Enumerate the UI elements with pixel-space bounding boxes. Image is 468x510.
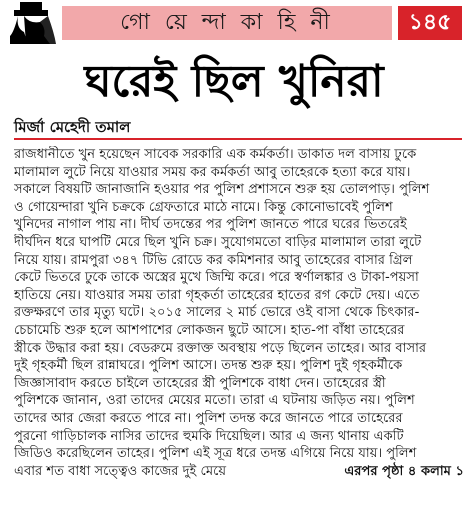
body-line: পুরনো গাড়িচালক নাসির তাদের হুমকি দিয়েছিল। আর এ জন্য থানায় একটি [14, 428, 404, 444]
byline-rule [14, 138, 462, 140]
body-line: দুই গৃহকর্মী ছিল রান্নাঘরে। পুলিশ আসে। তদন্ত শুরু হয়। পুলিশ দুই গৃহকর্মীকে [14, 358, 403, 374]
body-line: তাদের আর জেরা করতে পারে না। পুলিশ তদন্ত করে জানতে পারে তাহেরের [14, 410, 403, 426]
episode-number: ১৪৫ [398, 6, 462, 40]
body-line: দীর্ঘদিন ধরে ঘাপটি মেরে ছিল খুনি চক্র। সুযোগমতো বাড়ির মালামাল তারা লুটে [14, 234, 422, 250]
body-line: পুলিশকে জানান, ওরা তাদের মেয়ের মতো। তারা এ ঘটনায় জড়িত নয়। পুলিশ [14, 393, 415, 409]
body-line: রাজধানীতে খুন হয়েছেন সাবেক সরকারি এক কর্মকর্তা। ডাকাত দল বাসায় ঢুকে [14, 147, 417, 162]
body-line: খুনিদের নাগাল পায় না। দীর্ঘ তদন্তের পর পুলিশ জানতে পারে ঘরের ভিতরেই [14, 217, 407, 233]
body-line: মালামাল লুটে নিয়ে যাওয়ার সময় কর কর্মকর্তা আবু তাহেরকে হত্যা করে যায়। [14, 164, 411, 180]
byline: মির্জা মেহেদী তমাল [14, 118, 131, 136]
body-line: সকালে বিষয়টি জানাজানি হওয়ার পর পুলিশ প্রশাসনে শুরু হয় তোলপাড়। পুলিশ [14, 182, 430, 198]
body-last-line [14, 463, 464, 481]
detective-silhouette-icon [10, 2, 60, 44]
body-line: হাতিয়ে নেয়। যাওয়ার সময় তারা গৃহকর্তা তাহেরের হাতের রগ কেটে দেয়। এতে [14, 287, 420, 303]
continued-note: এরপর পৃষ্ঠা ৪ কলাম ১ [344, 463, 464, 479]
article-body [14, 146, 464, 480]
headline: ঘরেই ছিল খুনিরা [84, 56, 384, 107]
series-title: গো য়ে ন্দা কা হি নী [62, 6, 392, 40]
body-line: স্ত্রীকে উদ্ধার করা হয়। বেডরুমে রক্তাক্ত অবস্থায় পড়ে ছিলেন তাহের। আর বাসার [14, 340, 427, 356]
body-line: জিডিও করেছিলেন তাহের। পুলিশ এই সূত্র ধরে তদন্ত এগিয়ে নিয়ে যায়। পুলিশ [14, 446, 417, 462]
page-header [0, 0, 468, 44]
body-line: এবার শত বাধা সত্ত্বেও কাজের দুই মেয়ে [14, 463, 227, 479]
body-line: জিজ্ঞাসাবাদ করতে চাইলে তাহেরের স্ত্রী পুলিশকে বাধা দেন। তাহেরের স্ত্রী [14, 375, 386, 391]
body-line: নিয়ে যায়। রামপুরা ৩৪৭ টিভি রোডে কর কমিশনার আবু তাহেরের বাসার গ্রিল [14, 252, 413, 268]
body-line: ও গোয়েন্দারা খুনি চক্রকে গ্রেফতারে মাঠে নামে। কিন্তু কোনোভাবেই পুলিশ [14, 199, 393, 215]
body-line: রক্তক্ষরণে তার মৃত্যু ঘটে। ২০১৫ সালের ২ মার্চ ভোরে ওই বাসা থেকে চিৎকার- [14, 305, 420, 321]
body-line: কেটে ভিতরে ঢুকে তাকে অস্ত্রের মুখে জিম্মি করে। পরে স্বর্ণালঙ্কার ও টাকা-পয়সা [14, 270, 419, 286]
body-line: চেচামেচি শুরু হলে আশপাশের লোকজন ছুটে আসে। হাত-পা বাঁধা তাহেরের [14, 322, 405, 338]
